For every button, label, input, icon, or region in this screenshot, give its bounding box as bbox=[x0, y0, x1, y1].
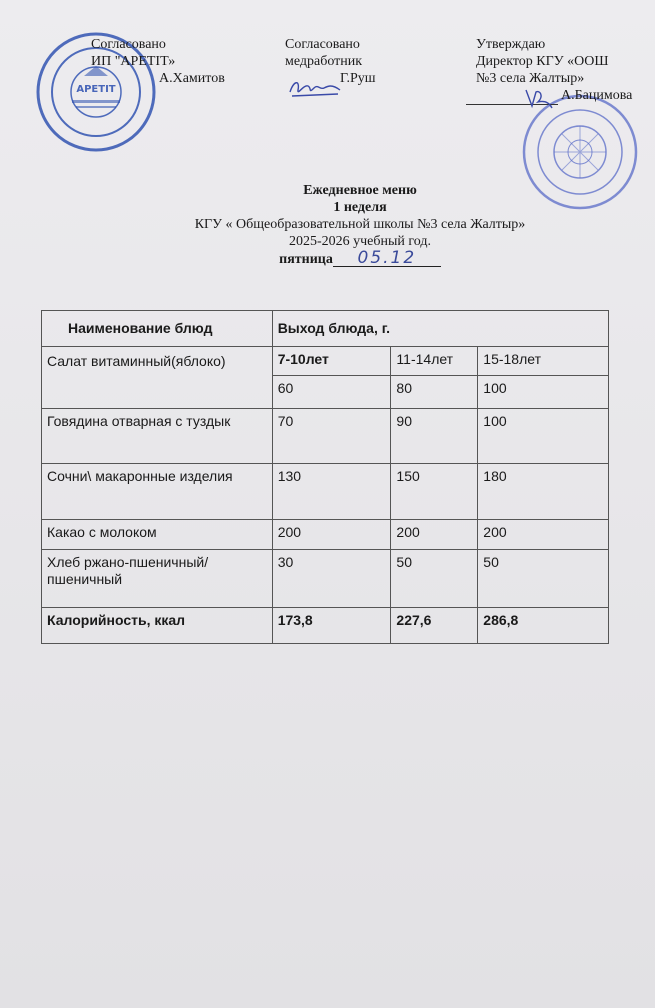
menu-week: 1 неделя bbox=[333, 200, 387, 215]
menu-title: Ежедневное меню bbox=[303, 183, 417, 198]
value-cell: 200 bbox=[272, 520, 391, 550]
value-cell: 50 bbox=[391, 550, 478, 608]
calories-value: 286,8 bbox=[478, 608, 609, 644]
handwritten-date: 05.12 bbox=[333, 250, 441, 267]
school-year: 2025-2026 учебный год. bbox=[288, 234, 432, 249]
menu-table bbox=[41, 310, 609, 644]
value-cell: 50 bbox=[478, 550, 609, 608]
approval-middle-line1: Согласовано bbox=[285, 37, 360, 52]
dish-name: Говядина отварная с туздык bbox=[42, 409, 273, 464]
value-cell: 100 bbox=[478, 409, 609, 464]
approval-right-line3: №3 села Жалтыр» bbox=[476, 71, 585, 86]
value-cell: 70 bbox=[272, 409, 391, 464]
approval-left-line1: Согласовано bbox=[91, 37, 166, 52]
day-label: пятница bbox=[279, 252, 333, 267]
value-cell: 150 bbox=[391, 464, 478, 520]
approval-left-line2: ИП "АРЕТIТ» bbox=[91, 54, 176, 69]
approval-right-line1: Утверждаю bbox=[476, 37, 546, 52]
day-line bbox=[150, 250, 570, 268]
dish-name: Сочни\ макаронные изделия bbox=[42, 464, 273, 520]
age-group-2: 11-14лет bbox=[391, 347, 478, 376]
approval-middle-signer: Г.Руш bbox=[340, 71, 376, 86]
value-cell: 30 bbox=[272, 550, 391, 608]
value-cell: 60 bbox=[272, 376, 391, 409]
school-name: КГУ « Общеобразовательной школы №3 села Жалтыр» bbox=[194, 217, 526, 232]
medic-signature bbox=[286, 76, 344, 100]
header-output: Выход блюда, г. bbox=[272, 311, 608, 347]
approval-right-signer: А.Бацимова bbox=[561, 88, 633, 103]
dish-name: Хлеб ржано-пшеничный/ пшеничный bbox=[42, 550, 273, 608]
table-row bbox=[42, 347, 609, 376]
header-dish: Наименование блюд bbox=[42, 311, 273, 347]
age-group-3: 15-18лет bbox=[478, 347, 609, 376]
approval-left-signer: А.Хамитов bbox=[159, 71, 225, 86]
approval-left bbox=[91, 36, 225, 87]
value-cell: 200 bbox=[478, 520, 609, 550]
age-group-1: 7-10лет bbox=[272, 347, 391, 376]
dish-name: Салат витаминный(яблоко) bbox=[42, 347, 273, 409]
table-row bbox=[42, 520, 609, 550]
value-cell: 90 bbox=[391, 409, 478, 464]
value-cell: 180 bbox=[478, 464, 609, 520]
menu-title-block bbox=[150, 182, 570, 268]
value-cell: 100 bbox=[478, 376, 609, 409]
table-row bbox=[42, 550, 609, 608]
value-cell: 200 bbox=[391, 520, 478, 550]
calories-value: 227,6 bbox=[391, 608, 478, 644]
dish-name: Какао с молоком bbox=[42, 520, 273, 550]
table-row bbox=[42, 464, 609, 520]
director-signature bbox=[522, 86, 556, 112]
table-row bbox=[42, 409, 609, 464]
calories-value: 173,8 bbox=[272, 608, 391, 644]
calories-label: Калорийность, ккал bbox=[42, 608, 273, 644]
value-cell: 130 bbox=[272, 464, 391, 520]
company-stamp-text: АРЕТIТ bbox=[76, 84, 116, 95]
table-header-row bbox=[42, 311, 609, 347]
approval-middle-line2: медработник bbox=[285, 54, 363, 69]
value-cell: 80 bbox=[391, 376, 478, 409]
approval-right-line2: Директор КГУ «ООШ bbox=[476, 54, 609, 69]
calories-row bbox=[42, 608, 609, 644]
